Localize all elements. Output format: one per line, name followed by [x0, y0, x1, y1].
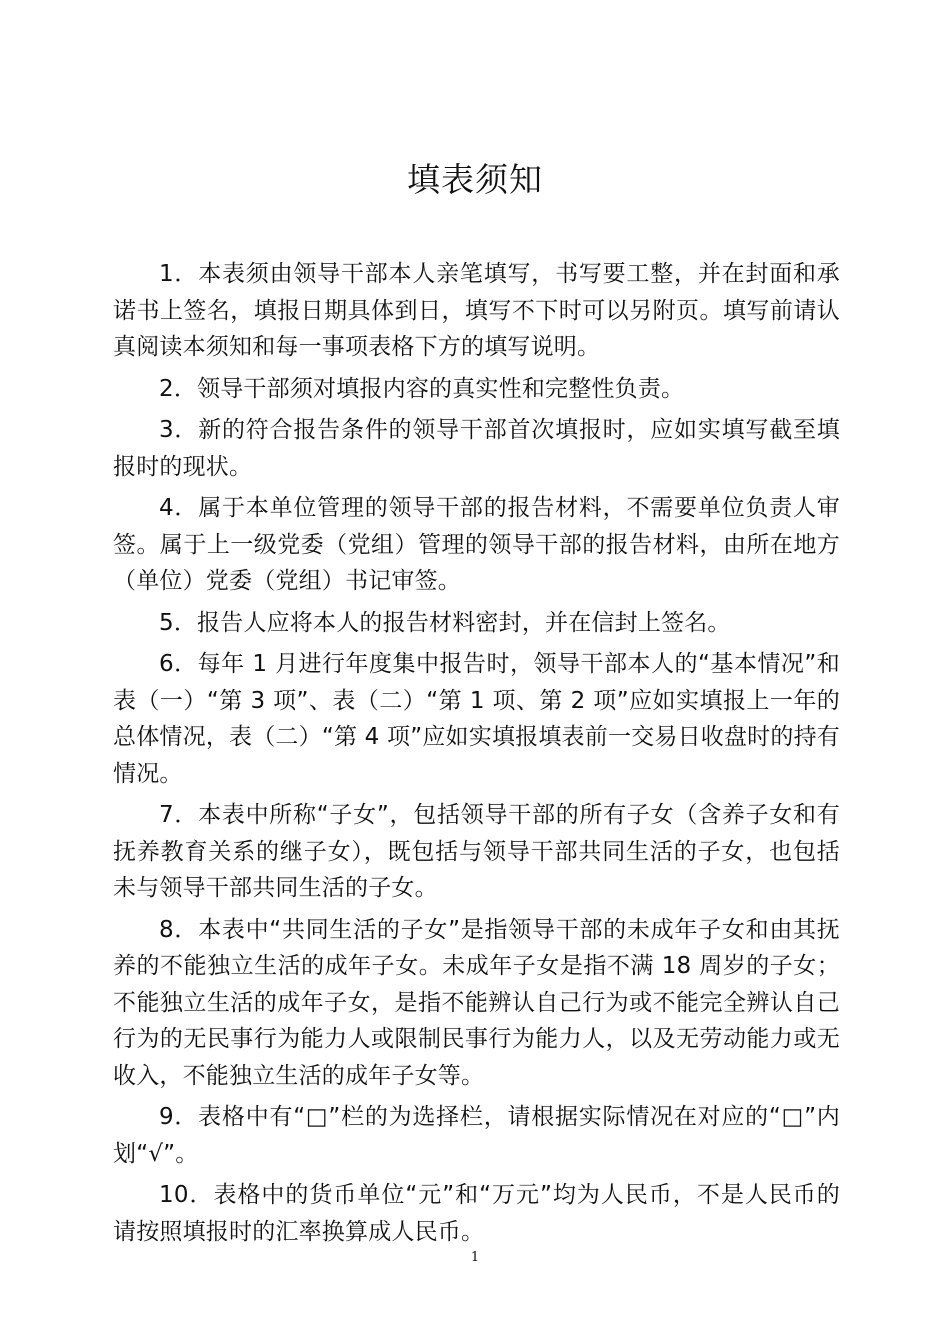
instruction-item-4: 4．属于本单位管理的领导干部的报告材料，不需要单位负责人审签。属于上一级党委（党组）管理的领导干部的报告材料，由所在地方（单位）党委（党组）书记审签。 [113, 495, 840, 594]
instruction-item-10: 10．表格中的货币单位“元”和“万元”均为人民币，不是人民币的请按照填报时的汇率换算成人民币。 [113, 1182, 840, 1245]
instruction-item-6: 6．每年 1 月进行年度集中报告时，领导干部本人的“基本情况”和表（一）“第 3 项”、表（二）“第 1 项、第 2 项”应如实填报上一年的总体情况，表（二）“第 4 项”应如实填报填表前一交易日收盘时的持有情况。 [113, 651, 840, 787]
instruction-item-2: 2．领导干部须对填报内容的真实性和完整性负责。 [159, 375, 685, 402]
instruction-item-9: 9．表格中有“□”栏的为选择栏，请根据实际情况在对应的“□”内划“√”。 [113, 1104, 840, 1167]
instruction-item-1: 1．本表须由领导干部本人亲笔填写，书写要工整，并在封面和承诺书上签名，填报日期具体到日，填写不下时可以另附页。填写前请认真阅读本须知和每一事项表格下方的填写说明。 [113, 261, 840, 360]
page-number: 1 [470, 1250, 480, 1265]
instruction-item-8: 8．本表中“共同生活的子女”是指领导干部的未成年子女和由其抚养的不能独立生活的成年子女。未成年子女是指不满 18 周岁的子女；不能独立生活的成年子女，是指不能辨认自己行为或不能完全辨认自己行为的无民事行为能力人或限制民事行为能力人，以及无劳动能力或无收入，不能独立生活的成年子女等。 [113, 916, 840, 1089]
instructions-body [113, 256, 840, 1255]
instruction-item-5: 5．报告人应将本人的报告材料密封，并在信封上签名。 [159, 609, 731, 636]
page-title: 填表须知 [407, 160, 543, 199]
instruction-item-3: 3．新的符合报告条件的领导干部首次填报时，应如实填写截至填报时的现状。 [113, 417, 840, 480]
instruction-item-7: 7．本表中所称“子女”，包括领导干部的所有子女（含养子女和有抚养教育关系的继子女），既包括与领导干部共同生活的子女，也包括未与领导干部共同生活的子女。 [113, 802, 840, 901]
